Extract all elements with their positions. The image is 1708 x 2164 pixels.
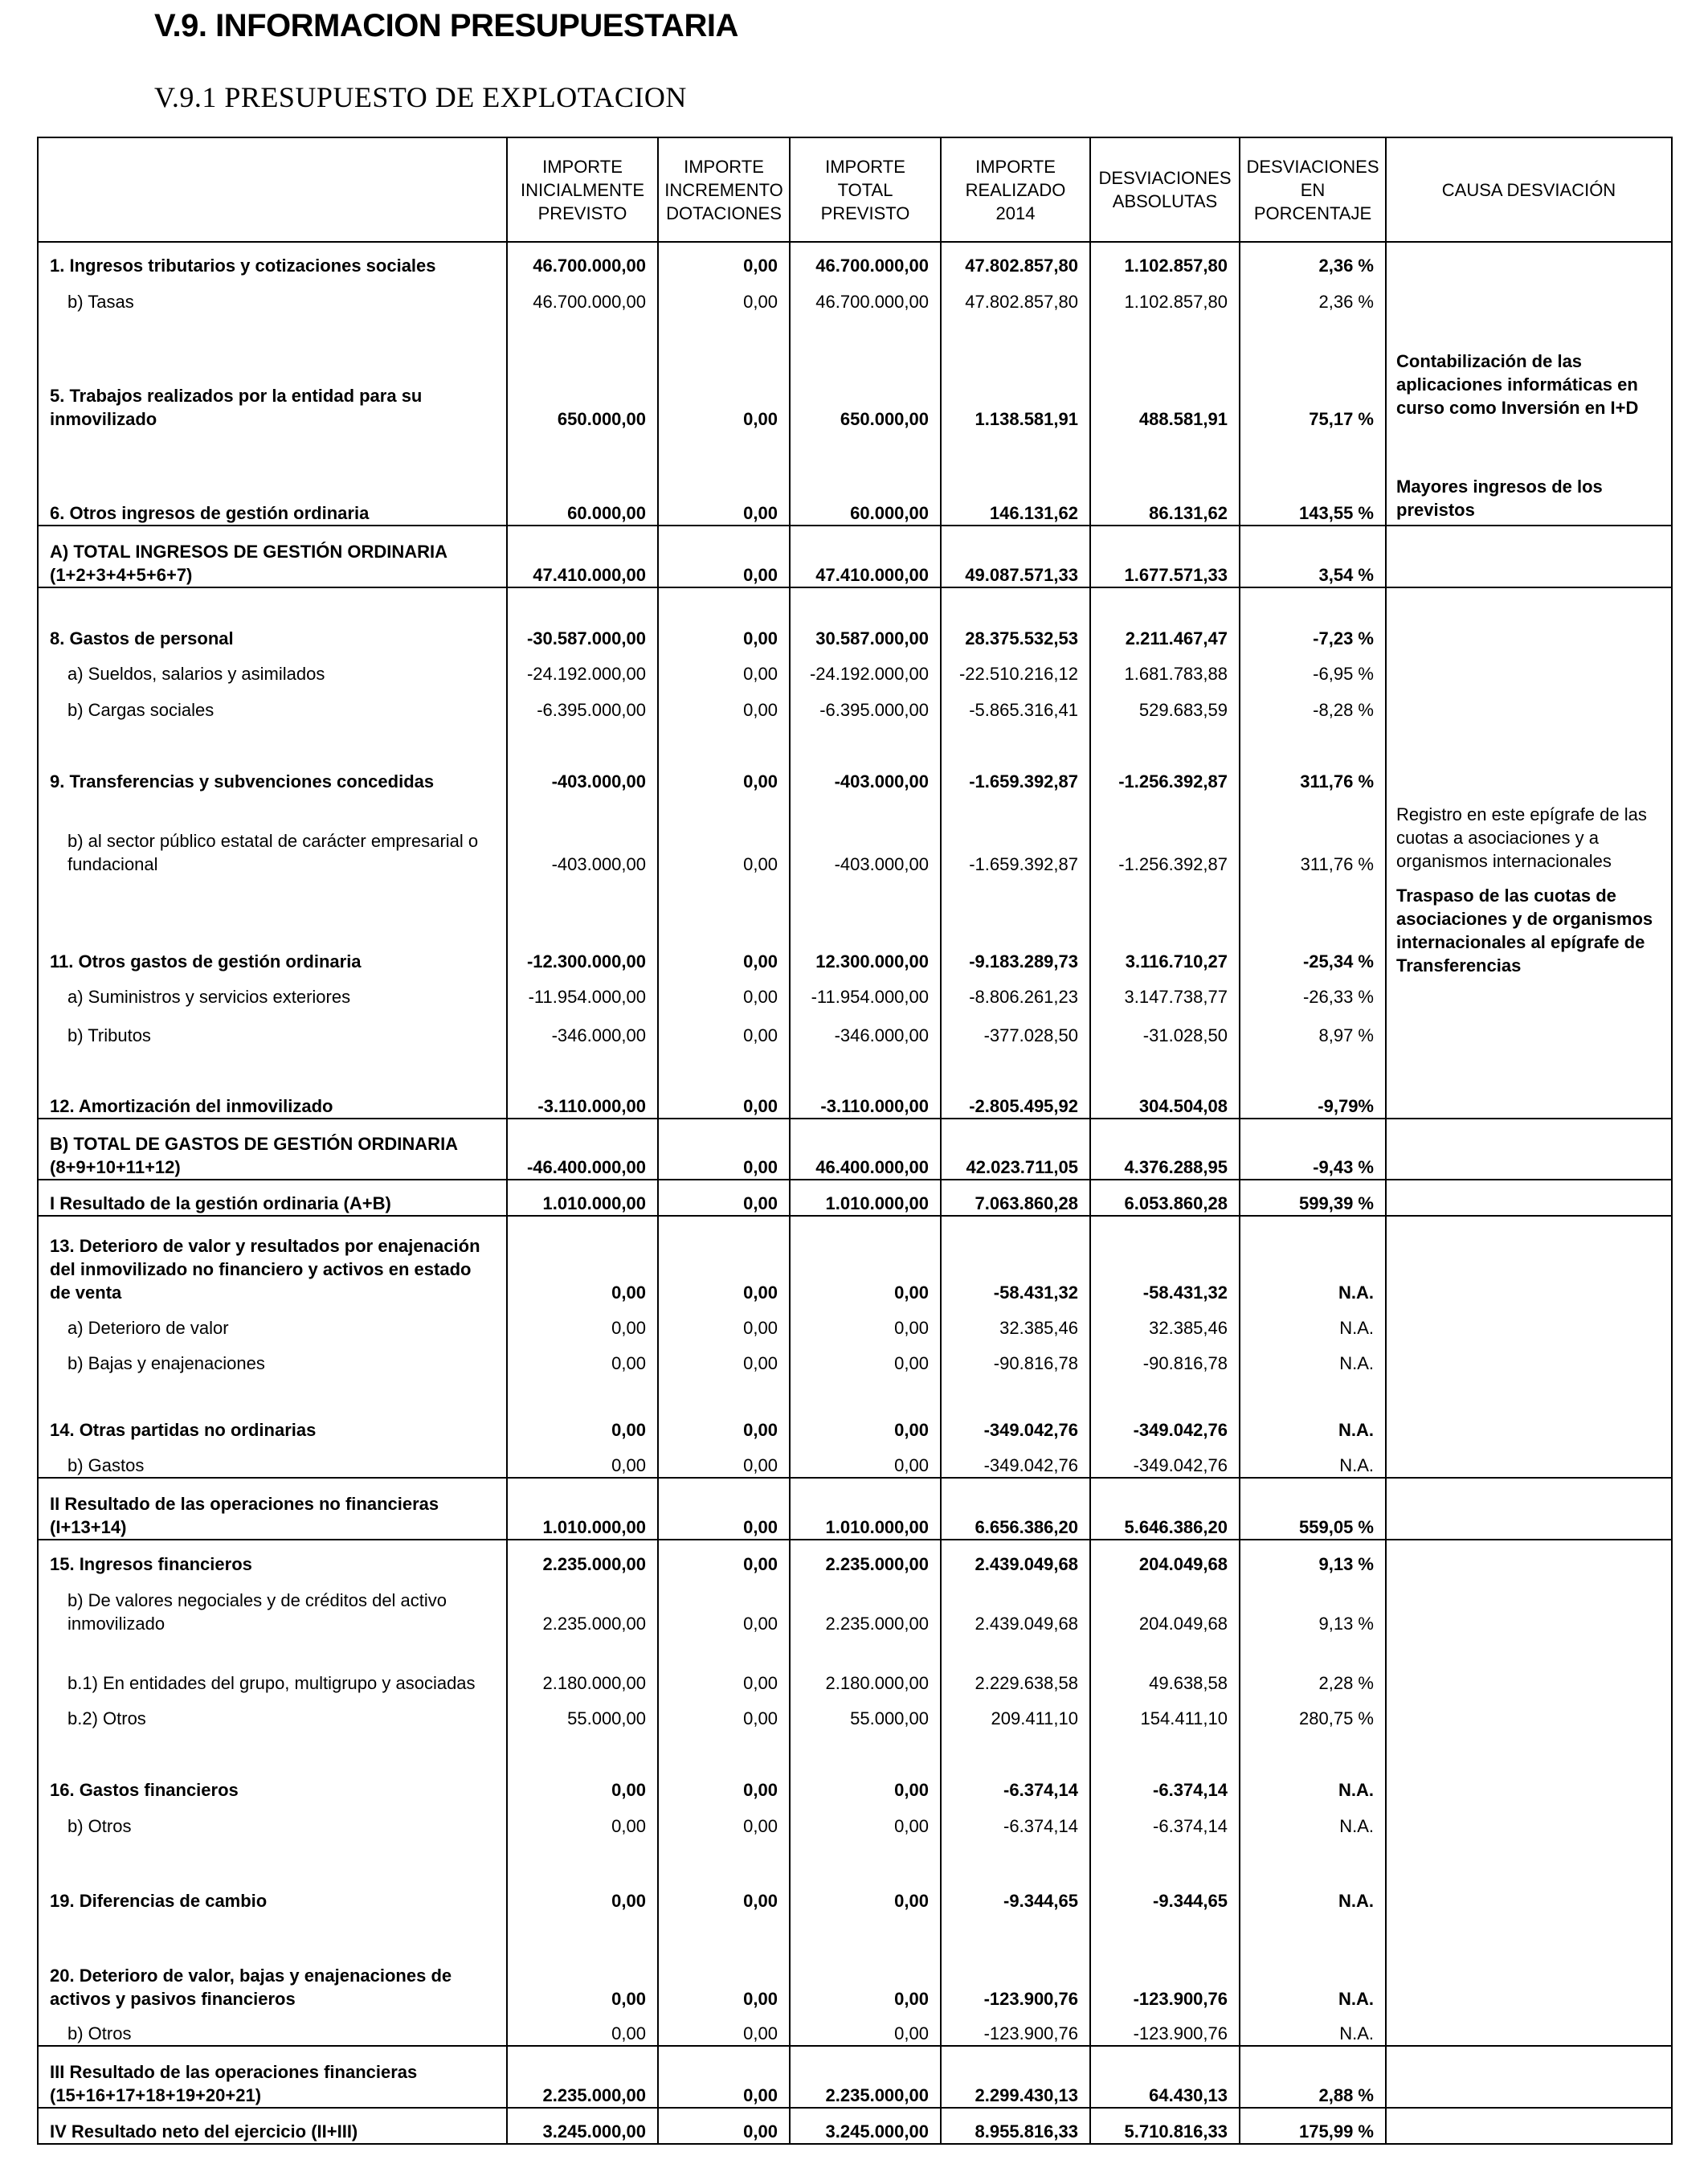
realized-amount: -90.816,78 <box>941 1340 1090 1375</box>
pct-deviation: 3,54 % <box>1240 526 1386 587</box>
realized-amount: 2.229.638,58 <box>941 1635 1090 1695</box>
cause-cell <box>1386 1180 1672 1216</box>
total-amount: -346.000,00 <box>790 1008 941 1047</box>
total-amount: 3.245.000,00 <box>790 2108 941 2144</box>
total-amount: 0,00 <box>790 1304 941 1340</box>
abs-deviation: 3.147.738,77 <box>1090 973 1240 1008</box>
total-amount: -11.954.000,00 <box>790 973 941 1008</box>
increment-amount: 0,00 <box>658 1304 790 1340</box>
table-row <box>38 313 1672 431</box>
total-amount: 46.700.000,00 <box>790 277 941 313</box>
increment-amount: 0,00 <box>658 1635 790 1695</box>
increment-amount: 0,00 <box>658 242 790 277</box>
row-label: 14. Otras partidas no ordinarias <box>38 1375 507 1442</box>
initial-amount: 2.235.000,00 <box>507 2046 658 2108</box>
increment-amount: 0,00 <box>658 2108 790 2144</box>
initial-amount: 650.000,00 <box>507 313 658 431</box>
realized-amount: -6.374,14 <box>941 1730 1090 1802</box>
increment-amount: 0,00 <box>658 313 790 431</box>
realized-amount: 42.023.711,05 <box>941 1119 1090 1180</box>
cause-cell <box>1386 1478 1672 1540</box>
row-label: 12. Amortización del inmovilizado <box>38 1047 507 1119</box>
increment-amount: 0,00 <box>658 722 790 793</box>
pct-deviation: -8,28 % <box>1240 685 1386 722</box>
abs-deviation: -349.042,76 <box>1090 1442 1240 1478</box>
pct-deviation: N.A. <box>1240 1442 1386 1478</box>
pct-deviation: -9,79% <box>1240 1047 1386 1119</box>
abs-deviation: 86.131,62 <box>1090 431 1240 526</box>
row-label: 13. Deterioro de valor y resultados por enajenación del inmovilizado no financiero y activos en estado de venta <box>38 1216 507 1304</box>
abs-deviation: -31.028,50 <box>1090 1008 1240 1047</box>
abs-deviation: -90.816,78 <box>1090 1340 1240 1375</box>
page-title: V.9. INFORMACION PRESUPUESTARIA <box>154 8 738 43</box>
row-label: IV Resultado neto del ejercicio (II+III) <box>38 2108 507 2144</box>
initial-amount: -403.000,00 <box>507 793 658 876</box>
realized-amount: -377.028,50 <box>941 1008 1090 1047</box>
abs-deviation: 32.385,46 <box>1090 1304 1240 1340</box>
abs-deviation: 3.116.710,27 <box>1090 876 1240 973</box>
row-label: 11. Otros gastos de gestión ordinaria <box>38 876 507 973</box>
abs-deviation: 6.053.860,28 <box>1090 1180 1240 1216</box>
initial-amount: -11.954.000,00 <box>507 973 658 1008</box>
total-amount: 0,00 <box>790 2011 941 2046</box>
realized-amount: -9.344,65 <box>941 1838 1090 1912</box>
header-pct-deviation: DESVIACIONES EN PORCENTAJE <box>1240 137 1386 242</box>
pct-deviation: 9,13 % <box>1240 1576 1386 1635</box>
pct-deviation: -25,34 % <box>1240 876 1386 973</box>
pct-deviation: -9,43 % <box>1240 1119 1386 1180</box>
abs-deviation: 488.581,91 <box>1090 313 1240 431</box>
pct-deviation: N.A. <box>1240 1838 1386 1912</box>
row-label: B) TOTAL DE GASTOS DE GESTIÓN ORDINARIA (8+9+10+11+12) <box>38 1119 507 1180</box>
realized-amount: 49.087.571,33 <box>941 526 1090 587</box>
row-label: b) Cargas sociales <box>38 685 507 722</box>
increment-amount: 0,00 <box>658 1008 790 1047</box>
initial-amount: 0,00 <box>507 1375 658 1442</box>
abs-deviation: -6.374,14 <box>1090 1802 1240 1838</box>
header-cause: CAUSA DESVIACIÓN <box>1386 137 1672 242</box>
table-row <box>38 1540 1672 1576</box>
initial-amount: 2.235.000,00 <box>507 1576 658 1635</box>
cause-cell <box>1386 1119 1672 1180</box>
pct-deviation: N.A. <box>1240 1912 1386 2011</box>
realized-amount: 1.138.581,91 <box>941 313 1090 431</box>
row-label: a) Suministros y servicios exteriores <box>38 973 507 1008</box>
realized-amount: 2.299.430,13 <box>941 2046 1090 2108</box>
total-amount: 46.400.000,00 <box>790 1119 941 1180</box>
realized-amount: 146.131,62 <box>941 431 1090 526</box>
realized-amount: 47.802.857,80 <box>941 277 1090 313</box>
total-amount: 0,00 <box>790 1375 941 1442</box>
increment-amount: 0,00 <box>658 685 790 722</box>
row-label: a) Sueldos, salarios y asimilados <box>38 650 507 685</box>
realized-amount: 28.375.532,53 <box>941 587 1090 650</box>
row-label: b) al sector público estatal de carácter empresarial o fundacional <box>38 793 507 876</box>
initial-amount: 1.010.000,00 <box>507 1180 658 1216</box>
table-row <box>38 587 1672 650</box>
initial-amount: -24.192.000,00 <box>507 650 658 685</box>
realized-amount: -5.865.316,41 <box>941 685 1090 722</box>
pct-deviation: 2,28 % <box>1240 1635 1386 1695</box>
row-label: b) Gastos <box>38 1442 507 1478</box>
cause-cell <box>1386 2046 1672 2108</box>
initial-amount: 46.700.000,00 <box>507 277 658 313</box>
table-row <box>38 1216 1672 1304</box>
total-amount: 55.000,00 <box>790 1695 941 1730</box>
total-amount: 47.410.000,00 <box>790 526 941 587</box>
total-amount: 650.000,00 <box>790 313 941 431</box>
pct-deviation: 311,76 % <box>1240 722 1386 793</box>
total-amount: 2.235.000,00 <box>790 1576 941 1635</box>
row-label: 8. Gastos de personal <box>38 587 507 650</box>
table-row <box>38 526 1672 587</box>
increment-amount: 0,00 <box>658 1478 790 1540</box>
row-label: 1. Ingresos tributarios y cotizaciones sociales <box>38 242 507 277</box>
table-row <box>38 242 1672 277</box>
total-amount: 1.010.000,00 <box>790 1180 941 1216</box>
increment-amount: 0,00 <box>658 1442 790 1478</box>
initial-amount: 3.245.000,00 <box>507 2108 658 2144</box>
realized-amount: 7.063.860,28 <box>941 1180 1090 1216</box>
table-row <box>38 722 1672 793</box>
abs-deviation: -123.900,76 <box>1090 1912 1240 2011</box>
increment-amount: 0,00 <box>658 2046 790 2108</box>
abs-deviation: -349.042,76 <box>1090 1375 1240 1442</box>
realized-amount: -349.042,76 <box>941 1375 1090 1442</box>
initial-amount: 0,00 <box>507 2011 658 2046</box>
table-row <box>38 2108 1672 2144</box>
row-label: 16. Gastos financieros <box>38 1730 507 1802</box>
initial-amount: 47.410.000,00 <box>507 526 658 587</box>
increment-amount: 0,00 <box>658 1802 790 1838</box>
increment-amount: 0,00 <box>658 1216 790 1304</box>
abs-deviation: 4.376.288,95 <box>1090 1119 1240 1180</box>
increment-amount: 0,00 <box>658 1695 790 1730</box>
table-row <box>38 876 1672 973</box>
initial-amount: 2.180.000,00 <box>507 1635 658 1695</box>
initial-amount: 46.700.000,00 <box>507 242 658 277</box>
total-amount: 12.300.000,00 <box>790 876 941 973</box>
realized-amount: -1.659.392,87 <box>941 793 1090 876</box>
cause-cell <box>1386 2108 1672 2144</box>
table-row <box>38 431 1672 526</box>
total-amount: 0,00 <box>790 1802 941 1838</box>
initial-amount: 0,00 <box>507 1216 658 1304</box>
header-increment: IMPORTE INCREMENTO DOTACIONES <box>658 137 790 242</box>
total-amount: -403.000,00 <box>790 793 941 876</box>
realized-amount: -123.900,76 <box>941 2011 1090 2046</box>
pct-deviation: N.A. <box>1240 1802 1386 1838</box>
realized-amount: 209.411,10 <box>941 1695 1090 1730</box>
abs-deviation: -58.431,32 <box>1090 1216 1240 1304</box>
realized-amount: -6.374,14 <box>941 1802 1090 1838</box>
header-total: IMPORTE TOTAL PREVISTO <box>790 137 941 242</box>
initial-amount: 0,00 <box>507 1340 658 1375</box>
pct-deviation: 9,13 % <box>1240 1540 1386 1576</box>
initial-amount: 1.010.000,00 <box>507 1478 658 1540</box>
pct-deviation: 143,55 % <box>1240 431 1386 526</box>
increment-amount: 0,00 <box>658 1540 790 1576</box>
row-label: b) De valores negociales y de créditos del activo inmovilizado <box>38 1576 507 1635</box>
initial-amount: -6.395.000,00 <box>507 685 658 722</box>
realized-amount: 2.439.049,68 <box>941 1576 1090 1635</box>
initial-amount: 0,00 <box>507 1304 658 1340</box>
pct-deviation: 75,17 % <box>1240 313 1386 431</box>
abs-deviation: 2.211.467,47 <box>1090 587 1240 650</box>
abs-deviation: 64.430,13 <box>1090 2046 1240 2108</box>
increment-amount: 0,00 <box>658 1375 790 1442</box>
total-amount: 2.180.000,00 <box>790 1635 941 1695</box>
total-amount: 46.700.000,00 <box>790 242 941 277</box>
initial-amount: -12.300.000,00 <box>507 876 658 973</box>
increment-amount: 0,00 <box>658 1047 790 1119</box>
total-amount: 0,00 <box>790 1912 941 2011</box>
table-row <box>38 1180 1672 1216</box>
total-amount: -3.110.000,00 <box>790 1047 941 1119</box>
abs-deviation: -1.256.392,87 <box>1090 793 1240 876</box>
pct-deviation: N.A. <box>1240 1375 1386 1442</box>
pct-deviation: 2,36 % <box>1240 277 1386 313</box>
pct-deviation: N.A. <box>1240 1730 1386 1802</box>
table-row <box>38 1119 1672 1180</box>
total-amount: 0,00 <box>790 1730 941 1802</box>
realized-amount: 6.656.386,20 <box>941 1478 1090 1540</box>
row-label: b) Tributos <box>38 1008 507 1047</box>
total-amount: -403.000,00 <box>790 722 941 793</box>
increment-amount: 0,00 <box>658 1730 790 1802</box>
total-amount: 30.587.000,00 <box>790 587 941 650</box>
total-amount: -6.395.000,00 <box>790 685 941 722</box>
abs-deviation: 154.411,10 <box>1090 1695 1240 1730</box>
row-label: III Resultado de las operaciones financieras (15+16+17+18+19+20+21) <box>38 2046 507 2108</box>
abs-deviation: -123.900,76 <box>1090 2011 1240 2046</box>
realized-amount: 32.385,46 <box>941 1304 1090 1340</box>
header-concept <box>38 137 507 242</box>
increment-amount: 0,00 <box>658 1576 790 1635</box>
table-row <box>38 2046 1672 2108</box>
abs-deviation: 204.049,68 <box>1090 1576 1240 1635</box>
row-label: b) Bajas y enajenaciones <box>38 1340 507 1375</box>
row-label: a) Deterioro de valor <box>38 1304 507 1340</box>
pct-deviation: -26,33 % <box>1240 973 1386 1008</box>
increment-amount: 0,00 <box>658 1838 790 1912</box>
initial-amount: -46.400.000,00 <box>507 1119 658 1180</box>
abs-deviation: 1.677.571,33 <box>1090 526 1240 587</box>
row-label: II Resultado de las operaciones no financieras (I+13+14) <box>38 1478 507 1540</box>
row-label: 19. Diferencias de cambio <box>38 1838 507 1912</box>
increment-amount: 0,00 <box>658 876 790 973</box>
pct-deviation: 175,99 % <box>1240 2108 1386 2144</box>
cause-cell <box>1386 526 1672 587</box>
increment-amount: 0,00 <box>658 1340 790 1375</box>
increment-amount: 0,00 <box>658 793 790 876</box>
header-realized: IMPORTE REALIZADO 2014 <box>941 137 1090 242</box>
row-label: b.2) Otros <box>38 1695 507 1730</box>
cause-cell: Registro en este epígrafe de las cuotas a asociaciones y a organismos internacionales <box>1386 793 1672 876</box>
pct-deviation: 8,97 % <box>1240 1008 1386 1047</box>
realized-amount: -2.805.495,92 <box>941 1047 1090 1119</box>
total-amount: 0,00 <box>790 1442 941 1478</box>
header-abs-deviation: DESVIACIONES ABSOLUTAS <box>1090 137 1240 242</box>
total-amount: 0,00 <box>790 1838 941 1912</box>
pct-deviation: 599,39 % <box>1240 1180 1386 1216</box>
increment-amount: 0,00 <box>658 2011 790 2046</box>
initial-amount: -346.000,00 <box>507 1008 658 1047</box>
section-subtitle: V.9.1 PRESUPUESTO DE EXPLOTACION <box>154 81 687 113</box>
increment-amount: 0,00 <box>658 1180 790 1216</box>
cause-cell: Contabilización de las aplicaciones informáticas en curso como Inversión en I+D <box>1386 313 1672 431</box>
abs-deviation: 49.638,58 <box>1090 1635 1240 1695</box>
pct-deviation: -6,95 % <box>1240 650 1386 685</box>
initial-amount: 0,00 <box>507 1730 658 1802</box>
row-label: I Resultado de la gestión ordinaria (A+B) <box>38 1180 507 1216</box>
row-label: 15. Ingresos financieros <box>38 1540 507 1576</box>
pct-deviation: 2,88 % <box>1240 2046 1386 2108</box>
row-label: b.1) En entidades del grupo, multigrupo y asociadas <box>38 1635 507 1695</box>
realized-amount: -8.806.261,23 <box>941 973 1090 1008</box>
initial-amount: 0,00 <box>507 1838 658 1912</box>
row-label: 5. Trabajos realizados por la entidad para su inmovilizado <box>38 313 507 431</box>
realized-amount: -22.510.216,12 <box>941 650 1090 685</box>
pct-deviation: -7,23 % <box>1240 587 1386 650</box>
initial-amount: 55.000,00 <box>507 1695 658 1730</box>
cause-cell <box>1386 242 1672 313</box>
total-amount: 2.235.000,00 <box>790 2046 941 2108</box>
abs-deviation: 1.102.857,80 <box>1090 242 1240 277</box>
abs-deviation: 1.681.783,88 <box>1090 650 1240 685</box>
initial-amount: -403.000,00 <box>507 722 658 793</box>
cause-cell <box>1386 1540 1672 2046</box>
abs-deviation: 5.710.816,33 <box>1090 2108 1240 2144</box>
pct-deviation: N.A. <box>1240 1340 1386 1375</box>
cause-cell <box>1386 587 1672 722</box>
row-label: 6. Otros ingresos de gestión ordinaria <box>38 431 507 526</box>
increment-amount: 0,00 <box>658 650 790 685</box>
pct-deviation: 2,36 % <box>1240 242 1386 277</box>
row-label: 20. Deterioro de valor, bajas y enajenaciones de activos y pasivos financieros <box>38 1912 507 2011</box>
row-label: 9. Transferencias y subvenciones concedidas <box>38 722 507 793</box>
pct-deviation: N.A. <box>1240 1304 1386 1340</box>
total-amount: 0,00 <box>790 1216 941 1304</box>
abs-deviation: 529.683,59 <box>1090 685 1240 722</box>
realized-amount: 8.955.816,33 <box>941 2108 1090 2144</box>
total-amount: -24.192.000,00 <box>790 650 941 685</box>
abs-deviation: -1.256.392,87 <box>1090 722 1240 793</box>
pct-deviation: 559,05 % <box>1240 1478 1386 1540</box>
abs-deviation: 304.504,08 <box>1090 1047 1240 1119</box>
budget-table <box>37 137 1673 2145</box>
initial-amount: 0,00 <box>507 1802 658 1838</box>
pct-deviation: N.A. <box>1240 2011 1386 2046</box>
header-initial: IMPORTE INICIALMENTE PREVISTO <box>507 137 658 242</box>
increment-amount: 0,00 <box>658 431 790 526</box>
total-amount: 60.000,00 <box>790 431 941 526</box>
total-amount: 1.010.000,00 <box>790 1478 941 1540</box>
abs-deviation: -9.344,65 <box>1090 1838 1240 1912</box>
abs-deviation: 1.102.857,80 <box>1090 277 1240 313</box>
table-header-row <box>38 137 1672 242</box>
table-row <box>38 793 1672 876</box>
initial-amount: 2.235.000,00 <box>507 1540 658 1576</box>
cause-cell: Traspaso de las cuotas de asociaciones y de organismos internacionales al epígrafe de Transferencias <box>1386 876 1672 1119</box>
total-amount: 0,00 <box>790 1340 941 1375</box>
increment-amount: 0,00 <box>658 973 790 1008</box>
increment-amount: 0,00 <box>658 587 790 650</box>
abs-deviation: 5.646.386,20 <box>1090 1478 1240 1540</box>
cause-cell <box>1386 1216 1672 1478</box>
initial-amount: 60.000,00 <box>507 431 658 526</box>
initial-amount: 0,00 <box>507 1442 658 1478</box>
realized-amount: -9.183.289,73 <box>941 876 1090 973</box>
increment-amount: 0,00 <box>658 526 790 587</box>
cause-cell: Mayores ingresos de los previstos <box>1386 431 1672 526</box>
initial-amount: -3.110.000,00 <box>507 1047 658 1119</box>
pct-deviation: N.A. <box>1240 1216 1386 1304</box>
realized-amount: -123.900,76 <box>941 1912 1090 2011</box>
initial-amount: 0,00 <box>507 1912 658 2011</box>
abs-deviation: 204.049,68 <box>1090 1540 1240 1576</box>
pct-deviation: 280,75 % <box>1240 1695 1386 1730</box>
realized-amount: 47.802.857,80 <box>941 242 1090 277</box>
row-label: b) Otros <box>38 1802 507 1838</box>
row-label: A) TOTAL INGRESOS DE GESTIÓN ORDINARIA (1+2+3+4+5+6+7) <box>38 526 507 587</box>
cause-cell <box>1386 722 1672 793</box>
realized-amount: -349.042,76 <box>941 1442 1090 1478</box>
increment-amount: 0,00 <box>658 1912 790 2011</box>
increment-amount: 0,00 <box>658 277 790 313</box>
realized-amount: -1.659.392,87 <box>941 722 1090 793</box>
pct-deviation: 311,76 % <box>1240 793 1386 876</box>
increment-amount: 0,00 <box>658 1119 790 1180</box>
initial-amount: -30.587.000,00 <box>507 587 658 650</box>
table-row <box>38 1478 1672 1540</box>
abs-deviation: -6.374,14 <box>1090 1730 1240 1802</box>
realized-amount: -58.431,32 <box>941 1216 1090 1304</box>
row-label: b) Tasas <box>38 277 507 313</box>
total-amount: 2.235.000,00 <box>790 1540 941 1576</box>
realized-amount: 2.439.049,68 <box>941 1540 1090 1576</box>
row-label: b) Otros <box>38 2011 507 2046</box>
